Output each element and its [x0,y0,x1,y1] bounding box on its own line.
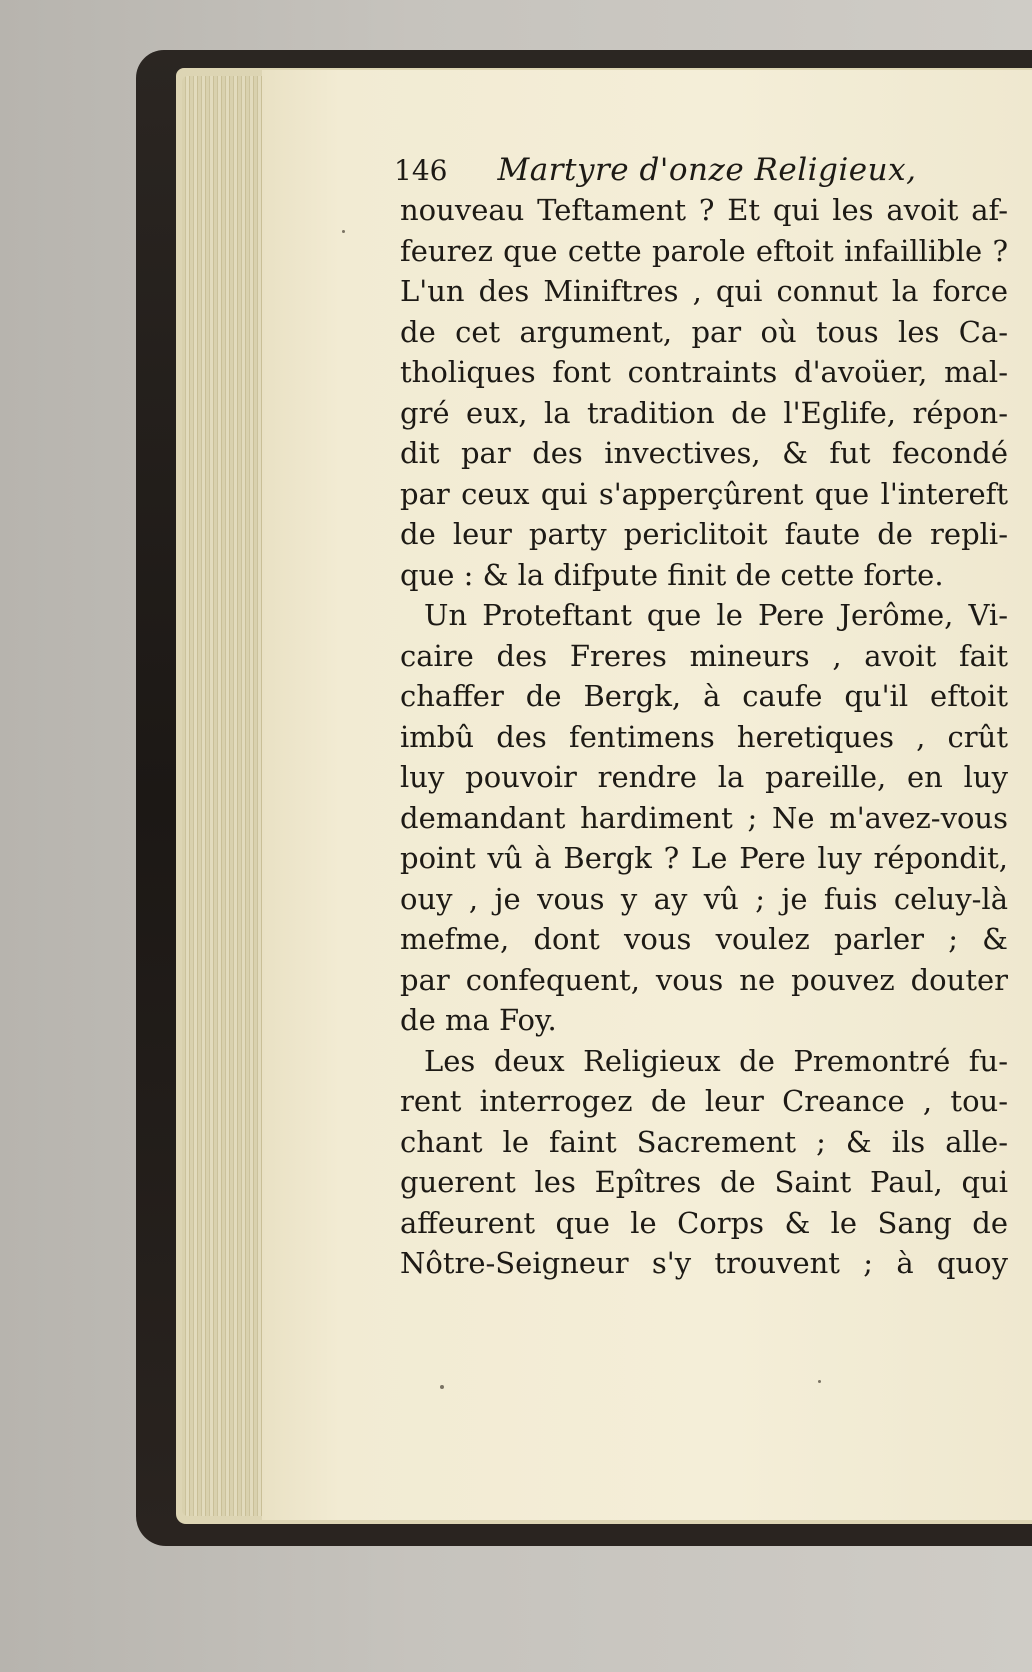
text-line: chant le faint Sacrement ; & ils alle- [400,1124,1008,1159]
text-line: caire des Freres mineurs , avoit fait [400,638,1008,673]
page-number: 146 [394,154,448,187]
text-line: demandant hardiment ; Ne m'avez-vous [400,800,1008,835]
text-line: L'un des Miniftres , qui connut la force [400,274,1008,308]
text-line: de leur party periclitoit faute de repli- [400,517,1008,551]
paragraph-start: Les deux Religieux de Premontré fu- [424,1043,1008,1078]
text-line: gré eux, la tradition de l'Eglife, répon- [400,395,1008,430]
text-line: affeurent que le Corps & le Sang de [400,1205,1008,1240]
page-text [394,150,1008,1284]
text-line: guerent les Epîtres de Saint Paul, qui [400,1165,1008,1199]
page-edges [182,76,262,1516]
text-line: mefme, dont vous voulez parler ; & [400,922,1008,956]
paper-speck [440,1385,444,1389]
text-line: point vû à Bergk ? Le Pere luy répondit, [400,841,1008,875]
running-head: Martyre d'onze Religieux, [497,152,917,188]
page-header [394,150,1008,190]
text-line: que : & la difpute finit de cette forte. [400,557,944,592]
text-line: de cet argument, par où tous les Ca- [400,314,1008,349]
text-line: par confequent, vous ne pouvez douter [400,962,1008,997]
text-line: tholiques font contraints d'avoüer, mal- [400,355,1008,389]
text-line: dit par des invectives, & fut fecondé [400,436,1008,470]
text-line: Nôtre-Seigneur s'y trouvent ; à quoy [400,1246,1008,1280]
text-line: luy pouvoir rendre la pareille, en luy [400,760,1008,794]
text-line: imbû des fentimens heretiques , crût [400,719,1008,754]
text-line: ouy , je vous y ay vû ; je fuis celuy-là [400,881,1008,916]
paragraph-start: Un Proteftant que le Pere Jerôme, Vi- [424,598,1008,632]
paper-speck [342,230,345,233]
text-line: feurez que cette parole eftoit infaillible ? [400,233,1008,268]
text-line: par ceux qui s'apperçûrent que l'intereft [400,476,1008,511]
text-line: rent interrogez de leur Creance , tou- [400,1084,1008,1118]
text-line: chaffer de Bergk, à caufe qu'il eftoit [400,679,1008,713]
text-line: nouveau Teftament ? Et qui les avoit af- [400,193,1008,227]
text-line: de ma Foy. [400,1003,557,1037]
paper-speck [818,1380,821,1383]
